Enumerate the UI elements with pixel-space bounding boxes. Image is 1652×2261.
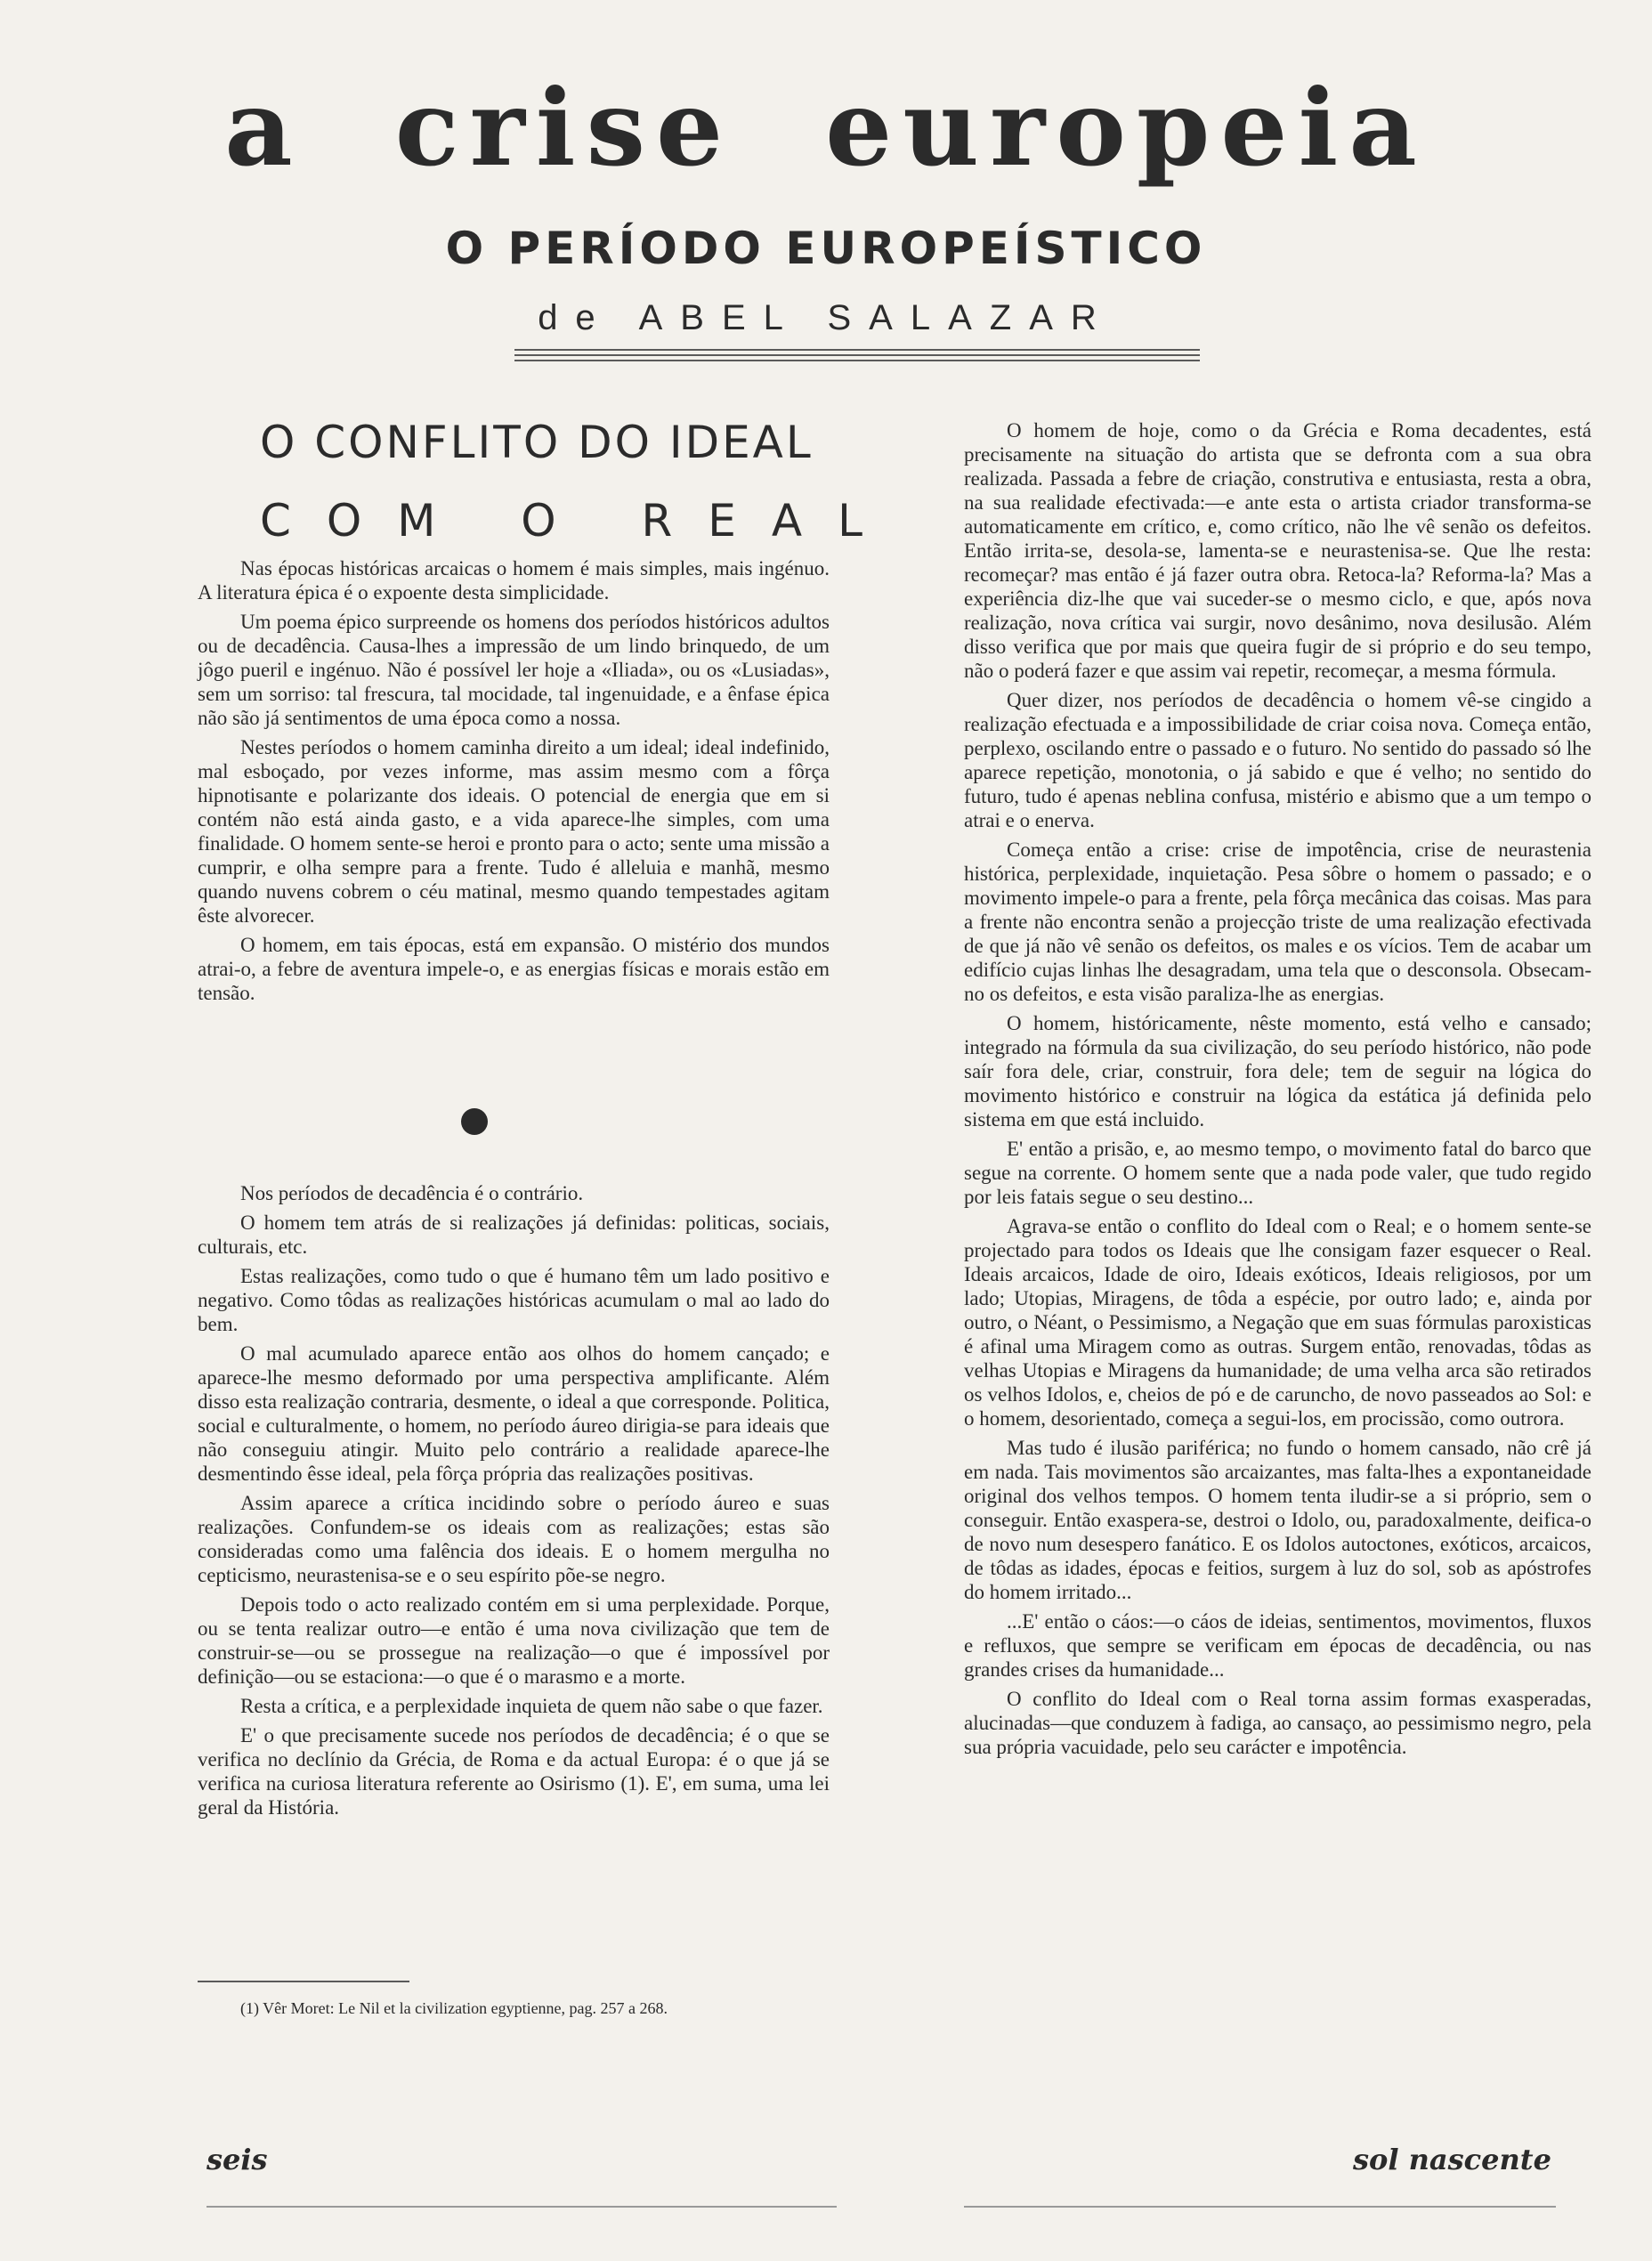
paragraph: Nos períodos de decadência é o contrário. (240, 1182, 584, 1204)
section-divider-dot (461, 1108, 488, 1135)
footnote-rule (198, 1981, 409, 1982)
paragraph: ...E' então o cáos:—o cáos de ideias, sentimentos, movimentos, fluxos e refluxos, que sempre se verificam em épocas de decadência, ou nas grandes crises da humanidade... (964, 1610, 1591, 1681)
paragraph: Agrava-se então o conflito do Ideal com o Real; e o homem sente-se projectado para todos os Ideais que lhe consigam fazer esquecer o Real. Ideais arcaicos, Idade de oiro, Ideais exóticos, Ideais religiosos, por um lado; Utopias, Miragens, de tôda a espécie, por outro lado; e, ainda por outro, o Néant, o Pessimismo, a Negação que em suas fórmulas paroxisticas é afinal uma Miragem como as outras. Surgem então, renovadas, tôdas as velhas Utopias e Miragens da humanidade; de uma velha arca são retirados os velhos Idolos, e, cheios de pó e de caruncho, de novo passeados ao Sol: e o homem, desorientado, começa a segui-los, em procissão, como outrora. (964, 1215, 1591, 1430)
left-column-top (198, 556, 830, 1010)
left-column-bottom (198, 1181, 830, 1825)
paragraph: O homem de hoje, como o da Grécia e Roma decadentes, está precisamente na situação do artista que se defronta com a sua obra realizada. Passada a febre de criação, construtiva e entusiasta, resta a obra, na sua realidade efectivada:—e ante esta o artista criador transforma-se automaticamente em crítico, e, como crítico, não lhe vê senão os defeitos. Então irrita-se, desola-se, lamenta-se e neurastenisa-se. Que lhe resta: recomeçar? mas então é já fazer outra obra. Retoca-la? Reforma-la? Mas a experiência diz-lhe que vai suceder-se o mesmo ciclo, e que, após nova realização, nova crítica vai surgir, novo desânimo, nova desilusão. Além disso verifica que por mais que queira fugir de si próprio e do seu tempo, não o poderá fazer e que assim vai repetir, recomeçar, a mesma fórmula. (964, 419, 1591, 682)
paragraph: E' então a prisão, e, ao mesmo tempo, o movimento fatal do barco que segue na corrente. O homem sente que a nada pode valer, que tudo regido por leis fatais segue o seu destino... (964, 1138, 1591, 1208)
paragraph: Um poema épico surpreende os homens dos períodos históricos adultos ou de decadência. Causa-lhes a impressão de um lindo brinquedo, de um jôgo pueril e ingénuo. Não é possível ler hoje a «Iliada», ou os «Lusiadas», sem um sorriso: tal frescura, tal mocidade, tal ingenuidade, e a ênfase épica não são já sentimentos de uma época como a nossa. (198, 611, 830, 729)
paragraph: Estas realizações, como tudo o que é humano têm um lado positivo e negativo. Como tôdas as realizações históricas acumulam o mal ao lado do bem. (198, 1265, 830, 1335)
article-subtitle: O PERÍODO EUROPEÍSTICO (445, 223, 1207, 274)
paragraph: E' o que precisamente sucede nos períodos de decadência; é o que se verifica no declínio da Grécia, de Roma e da actual Europa: é o que já se verifica na curiosa literatura referente ao Osirismo (1). E', em suma, uma lei geral da História. (198, 1724, 830, 1819)
paragraph: O mal acumulado aparece então aos olhos do homem cançado; e aparece-lhe mesmo deformado por uma perspectiva amplificante. Além disso esta realização contraria, desmente, o ideal a que corresponde. Politica, social e culturalmente, o homem, no período áureo dirigia-se para ideais que não conseguiu atingir. Muito pelo contrário a realidade aparece-lhe desmentindo êsse ideal, pela fôrça própria das realizações positivas. (198, 1342, 830, 1485)
paragraph: Nas épocas históricas arcaicas o homem é mais simples, mais ingénuo. A literatura épica é o expoente desta simplicidade. (198, 557, 830, 604)
paragraph: Assim aparece a crítica incidindo sobre o período áureo e suas realizações. Confundem-se os ideais com as realizações; estas são consideradas como uma falência dos ideais. E o homem mergulha no cepticismo, neurastenisa-se e o seu espírito põe-se negro. (198, 1492, 830, 1586)
footer-rule-right (964, 2206, 1556, 2208)
section-heading-line2: COM O REAL (260, 495, 898, 547)
paragraph: Nestes períodos o homem caminha direito a um ideal; ideal indefinido, mal esboçado, por vezes informe, mas assim mesmo com a fôrça hipnotisante e polarizante dos ideais. O potencial de energia que em si contém não está ainda gasto, e a vida aparece-lhe simples, com uma finalidade. O homem sente-se heroi e pronto para o acto; sente uma missão a cumprir, e olha sempre para a frente. Tudo é alleluia e manhã, mesmo quando nuvens cobrem o céu matinal, mesmo quando tempestades agitam êste alvorecer. (198, 736, 830, 927)
publication-name: sol nascente (1353, 2143, 1551, 2176)
title-rules (514, 349, 1200, 369)
paragraph: Mas tudo é ilusão pariférica; no fundo o homem cansado, não crê já em nada. Tais movimentos são arcaizantes, mas falta-lhes a expontaneidade original dos velhos tempos. O homem tenta iludir-se a si próprio, sem o conseguir. Então exaspera-se, destroi o Idolo, ou, paradoxalmente, deifica-o de novo num desespero fanático. E os Idolos autoctones, exóticos, arcaicos, de tôdas as idades, épocas e feitios, surgem à luz do sol, sob as apóstrofes do homem irritado... (964, 1437, 1591, 1603)
article-title: a crise europeia (224, 66, 1428, 190)
paragraph: Depois todo o acto realizado contém em si uma perplexidade. Porque, ou se tenta realizar outro—e então é uma nova civilização que tem de construir-se—ou se prossegue na realização—o que é impossível por definição—ou se estaciona:—o que é o marasmo e a morte. (198, 1593, 830, 1688)
paragraph: Quer dizer, nos períodos de decadência o homem vê-se cingido a realização efectuada e a impossibilidade de criar coisa nova. Começa então, perplexo, oscilando entre o passado e o futuro. No sentido do passado só lhe aparece repetição, monotonia, o já sabido e que é velho; no sentido do futuro, tudo é apenas neblina confusa, mistério e abismo que a um tempo o atrai e o enerva. (964, 689, 1591, 831)
footnote: (1) Vêr Moret: Le Nil et la civilization egyptienne, pag. 257 a 268. (240, 1999, 668, 2017)
right-column (964, 418, 1591, 1764)
paragraph: O homem tem atrás de si realizações já definidas: politicas, sociais, culturais, etc. (198, 1212, 830, 1258)
paragraph: O homem, históricamente, nêste momento, está velho e cansado; integrado na fórmula da sua civilização, do seu período histórico, não pode saír fora dele, criar, construir, fora dele; tem de seguir na lógica do movimento histórico e construir na lógica da estática já definida pelo sistema em que está incluido. (964, 1012, 1591, 1130)
paragraph: O homem, em tais épocas, está em expansão. O mistério dos mundos atrai-o, a febre de aventura impele-o, e as energias físicas e morais estão em tensão. (198, 934, 830, 1004)
paragraph: Resta a crítica, e a perplexidade inquieta de quem não sabe o que fazer. (240, 1695, 823, 1717)
article-author: de ABEL SALAZAR (538, 298, 1114, 337)
paragraph: Começa então a crise: crise de impotência, crise de neurastenia histórica, perplexidade, inquietação. Pesa sôbre o homem o passado; e o movimento impele-o para a frente, pela fôrça mecânica das coisas. Mas para a frente não encontra senão a projecção triste de uma realização efectivada de que já não vê senão os defeitos, os males e os vícios. Tem de acabar um edifício cujas linhas lhe desagradam, uma tela que o desconsola. Obsecam-no os defeitos, e esta visão paraliza-lhe as energias. (964, 839, 1591, 1005)
footer-rule-left (206, 2206, 837, 2208)
section-heading-line1: O CONFLITO DO IDEAL (260, 417, 814, 468)
section-heading (260, 417, 898, 547)
page-number: seis (206, 2143, 268, 2176)
paragraph: O conflito do Ideal com o Real torna assim formas exasperadas, alucinadas—que conduzem à fadiga, ao cansaço, ao pessimismo negro, pela sua própria vacuidade, pelo seu carácter e impotência. (964, 1688, 1591, 1758)
